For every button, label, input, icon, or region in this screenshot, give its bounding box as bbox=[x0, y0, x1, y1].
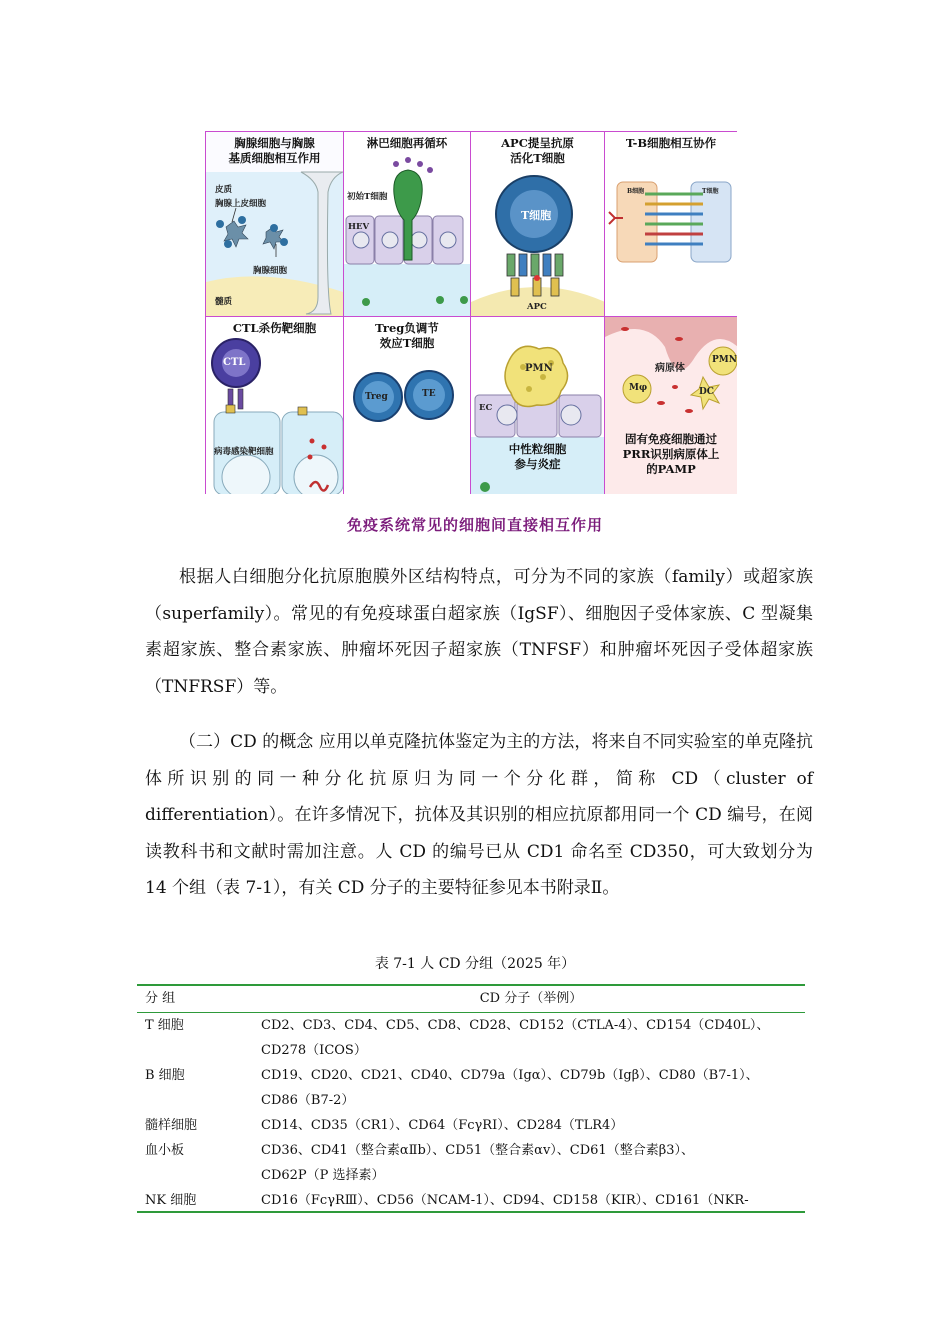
panel-treg-regulation bbox=[343, 316, 470, 494]
panel-ctl-killing bbox=[206, 316, 343, 494]
row-cd-line: CD86（B7-2） bbox=[261, 1093, 355, 1108]
table-row bbox=[137, 1063, 805, 1113]
label-cortex: 皮质 bbox=[215, 185, 233, 195]
panel-tb-cooperation bbox=[604, 132, 737, 316]
panel-title: 固有免疫细胞通过 PRR识别病原体上 的PAMP bbox=[622, 432, 720, 476]
row-group: 血小板 bbox=[145, 1143, 185, 1158]
panel-lymphocyte-recirculation bbox=[343, 132, 470, 316]
row-cd-line: CD16（FcγRⅢ）、CD56（NCAM-1）、CD94、CD158（KIR）、CD161（NKR- bbox=[261, 1193, 749, 1208]
ctl-illustration bbox=[206, 317, 343, 494]
row-cd-line: CD19、CD20、CD21、CD40、CD79a（Igα）、CD79b（Igβ）、CD80（B7-1）、 bbox=[261, 1068, 759, 1083]
label-medulla: 髓质 bbox=[215, 297, 233, 307]
row-group: T 细胞 bbox=[145, 1018, 184, 1033]
table-caption: 表 7-1 人 CD 分组（2025 年） bbox=[374, 956, 576, 972]
label-virus-infected-target: 病毒感染靶细胞 bbox=[214, 447, 274, 457]
header-group: 分 组 bbox=[145, 991, 176, 1006]
panel-title: 胸腺细胞与胸腺 基质细胞相互作用 bbox=[228, 136, 321, 165]
panel-title: Treg负调节 效应T细胞 bbox=[375, 321, 439, 350]
label-thymocyte: 胸腺细胞 bbox=[253, 266, 288, 276]
panel-title: 中性粒细胞 参与炎症 bbox=[508, 442, 567, 471]
label-pathogen: 病原体 bbox=[655, 363, 685, 374]
table-row bbox=[137, 1013, 805, 1063]
panel-thymus bbox=[206, 132, 343, 316]
immune-interaction-figure bbox=[205, 131, 737, 494]
panel-title: CTL杀伤靶细胞 bbox=[232, 321, 317, 335]
label-apc: APC bbox=[527, 302, 547, 312]
row-cd-line: CD2、CD3、CD4、CD5、CD8、CD28、CD152（CTLA-4）、CD154（CD40L）、 bbox=[261, 1018, 770, 1033]
label-dc: DC bbox=[699, 387, 714, 397]
panel-apc-presentation bbox=[470, 132, 604, 316]
row-cd-line: CD62P（P 选择素） bbox=[261, 1168, 385, 1183]
row-group: NK 细胞 bbox=[145, 1193, 197, 1208]
label-b-cell: B细胞 bbox=[627, 188, 645, 195]
table-bottom-rule bbox=[137, 1211, 805, 1213]
label-treg: Treg bbox=[365, 392, 388, 402]
body-paragraph: （二）CD 的概念 应用以单克隆抗体鉴定为主的方法，将来自不同实验室的单克隆抗体所识别的同一种分化抗原归为同一个分化群，简称 CD（cluster of differentiation）。在许多情况下，抗体及其识别的相应抗原都用同一个 CD 编号，在阅读教科书和文献时需加注意。人 CD 的编号已从 CD1 命名至 CD350，可大致划分为 14 个组（表 7-1），有关 CD 分子的主要特征参见本书附录Ⅱ。 bbox=[145, 732, 813, 898]
header-cd-molecules: CD 分子（举例） bbox=[479, 991, 583, 1006]
figure-caption: 免疫系统常见的细胞间直接相互作用 bbox=[346, 516, 603, 534]
label-ctl: CTL bbox=[223, 357, 246, 368]
panel-title: APC提呈抗原 活化T细胞 bbox=[501, 136, 574, 165]
row-cd-line: CD278（ICOS） bbox=[261, 1043, 367, 1058]
label-t-cell: T细胞 bbox=[702, 188, 719, 195]
table-header bbox=[137, 986, 805, 1012]
row-group: 髓样细胞 bbox=[145, 1118, 198, 1133]
row-cd-line: CD14、CD35（CR1）、CD64（FcγRI）、CD284（TLR4） bbox=[261, 1118, 624, 1133]
label-hev: HEV bbox=[348, 222, 370, 232]
panel-innate-recognition bbox=[604, 316, 737, 494]
panel-title: 淋巴细胞再循环 bbox=[366, 136, 448, 150]
table-row bbox=[137, 1138, 805, 1188]
panel-neutrophil-inflammation bbox=[470, 316, 604, 494]
label-naive-t-cell: 初始T细胞 bbox=[347, 192, 388, 202]
label-ec: EC bbox=[479, 403, 493, 413]
label-pmn: PMN bbox=[712, 355, 737, 365]
table-row bbox=[137, 1113, 805, 1138]
tb-cooperation-illustration bbox=[605, 132, 737, 316]
cd-group-table bbox=[137, 984, 805, 1213]
row-cd-line: CD36、CD41（整合素αⅡb）、CD51（整合素αv）、CD61（整合素β3）、 bbox=[261, 1143, 694, 1158]
panel-title: T-B细胞相互协作 bbox=[625, 136, 717, 150]
body-paragraph: 根据人白细胞分化抗原胞膜外区结构特点，可分为不同的家族（family）或超家族（superfamily）。常见的有免疫球蛋白超家族（IgSF）、细胞因子受体家族、C 型凝集素超家族、整合素家族、肿瘤坏死因子超家族（TNFSF）和肿瘤坏死因子受体超家族（TNFRSF）等。 bbox=[145, 567, 813, 697]
label-thymic-epithelial-cell: 胸腺上皮细胞 bbox=[215, 199, 267, 209]
table-row bbox=[137, 1188, 805, 1213]
row-group: B 细胞 bbox=[145, 1068, 185, 1083]
label-macrophage: Mφ bbox=[629, 383, 648, 393]
label-te: TE bbox=[422, 389, 436, 399]
label-pmn: PMN bbox=[525, 363, 553, 374]
label-t-cell: T细胞 bbox=[521, 209, 552, 222]
